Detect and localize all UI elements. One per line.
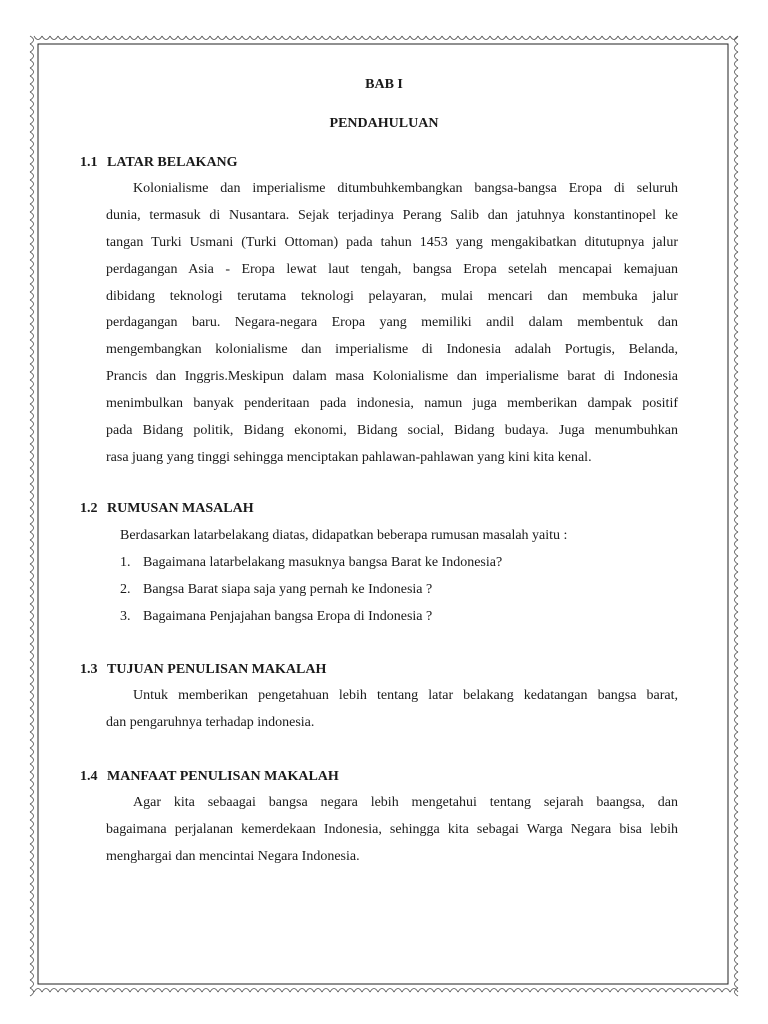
list-text: Bagaimana latarbelakang masuknya bangsa Barat ke Indonesia? [143, 555, 503, 570]
paragraph-line: Prancis dan Inggris.Meskipun dalam masa Kolonialisme dan imperialisme barat di Indonesia [106, 369, 678, 385]
list-marker: 1. [120, 555, 131, 570]
section-intro-1-2: Berdasarkan latarbelakang diatas, didapatkan beberapa rumusan masalah yaitu : [120, 528, 568, 543]
section-heading-1-3 [80, 662, 326, 678]
list-item [120, 582, 432, 598]
chapter-title: PENDAHULUAN [329, 116, 439, 131]
section-paragraph-1-4 [106, 790, 678, 871]
section-paragraph-1-1 [106, 176, 678, 472]
paragraph-line: menghargai dan mencintai Negara Indonesia. [106, 848, 360, 864]
paragraph-line: dan pengaruhnya terhadap indonesia. [106, 714, 315, 730]
paragraph-line: rasa juang yang tinggi sehingga menciptakan pahlawan-pahlawan yang kini kita kenal. [106, 449, 592, 465]
list-text: Bagaimana Penjajahan bangsa Eropa di Indonesia ? [143, 609, 433, 624]
paragraph-line: pada Bidang politik, Bidang ekonomi, Bidang social, Bidang budaya. Juga menumbuhkan [106, 423, 678, 439]
section-title: RUMUSAN MASALAH [107, 501, 254, 516]
list-item [120, 609, 432, 625]
paragraph-line: perdagangan baru. Negara-negara Eropa yang memiliki andil dalam membentuk dan [106, 315, 678, 331]
section-title: TUJUAN PENULISAN MAKALAH [107, 662, 327, 677]
paragraph-line: bagaimana perjalanan kemerdekaan Indonesia, sehingga kita sebagai Warga Negara bisa lebih [106, 821, 678, 837]
section-number: 1.3 [80, 662, 98, 677]
paragraph-line: Kolonialisme dan imperialisme ditumbuhkembangkan bangsa-bangsa Eropa di seluruh [133, 181, 678, 196]
section-number: 1.2 [80, 501, 98, 516]
paragraph-line: menimbulkan banyak penderitaan pada indonesia, namun juga memberikan dampak positif [106, 396, 678, 412]
paragraph-line: Untuk memberikan pengetahuan lebih tentang latar belakang kedatangan bangsa barat, [133, 688, 678, 703]
paragraph-line: perdagangan Asia - Eropa lewat laut tengah, bangsa Eropa setelah mencapai kemajuan [106, 261, 678, 277]
paragraph-line: dunia, termasuk di Nusantara. Sejak terjadinya Perang Salib dan jatuhnya konstantinopel ke [106, 207, 678, 223]
section-heading-1-2 [80, 501, 254, 517]
list-marker: 2. [120, 582, 131, 597]
section-paragraph-1-3 [106, 683, 678, 737]
list-marker: 3. [120, 609, 131, 624]
chapter-label: BAB I [365, 77, 403, 92]
section-number: 1.4 [80, 769, 98, 784]
section-title: LATAR BELAKANG [107, 155, 238, 170]
paragraph-line: Agar kita sebaagai bangsa negara lebih mengetahui tentang sejarah baangsa, dan [133, 795, 678, 810]
paragraph-line: mengembangkan kolonialisme dan imperialisme di Indonesia adalah Portugis, Belanda, [106, 342, 678, 358]
section-number: 1.1 [80, 155, 98, 170]
section-title: MANFAAT PENULISAN MAKALAH [107, 769, 339, 784]
section-heading-1-1 [80, 155, 238, 171]
paragraph-line: dibidang teknologi terutama teknologi pelayaran, mulai mencari dan membuka jalur [106, 288, 678, 304]
list-text: Bangsa Barat siapa saja yang pernah ke Indonesia ? [143, 582, 433, 597]
paragraph-line: tangan Turki Usmani (Turki Ottoman) pada tahun 1453 yang mengakibatkan ditutupnya jalur [106, 234, 678, 250]
list-item [120, 555, 502, 571]
section-heading-1-4 [80, 769, 339, 785]
